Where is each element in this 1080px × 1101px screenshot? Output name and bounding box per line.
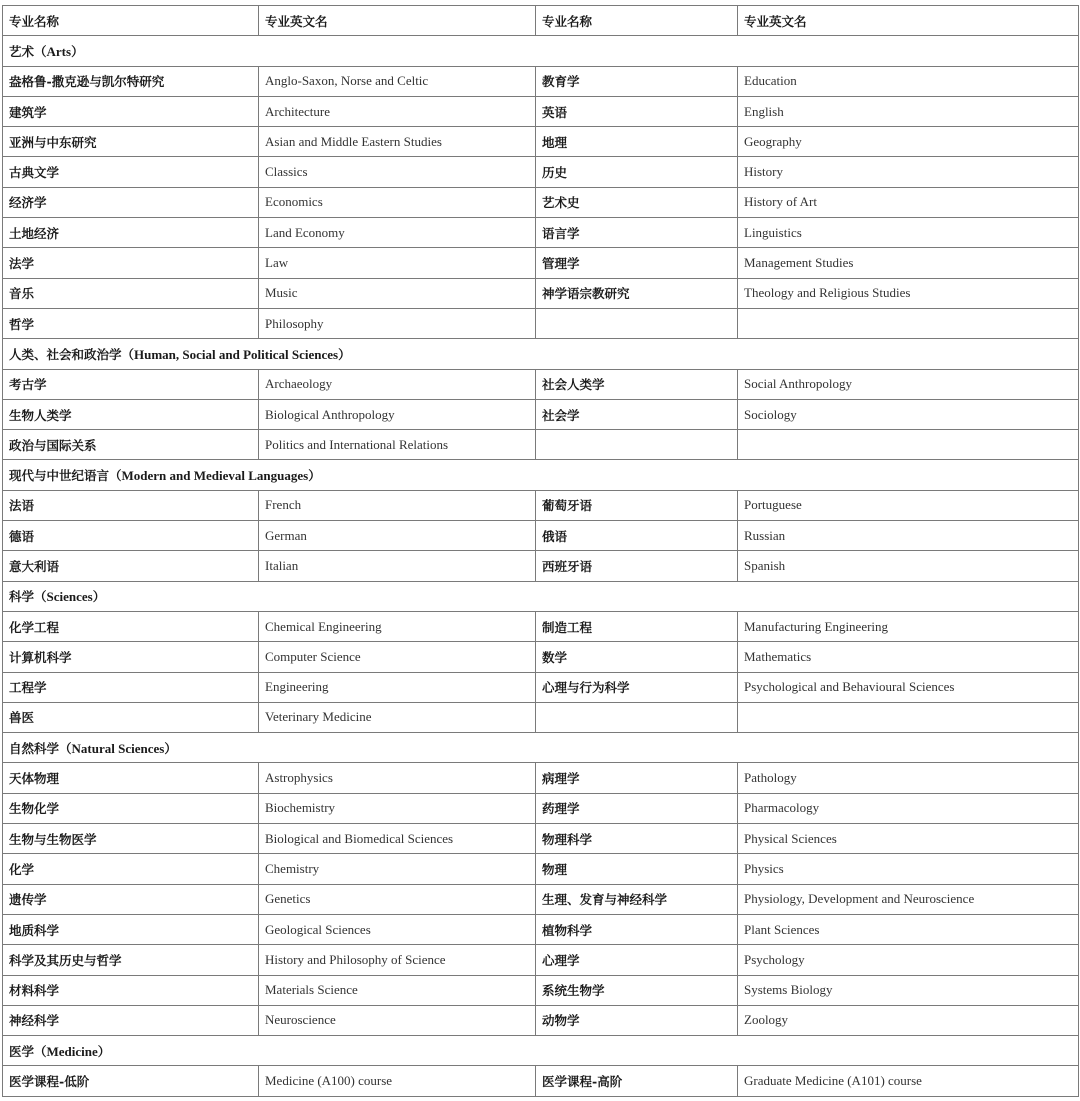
section-title-cn: 现代与中世纪语言（ bbox=[9, 468, 122, 484]
major-name-cn-cell: 心理学 bbox=[536, 945, 738, 975]
major-name-en-cell: Manufacturing Engineering bbox=[738, 611, 1079, 641]
major-name-en-cell: Archaeology bbox=[259, 369, 536, 399]
major-name-cn-cell bbox=[536, 308, 738, 338]
major-name-cn-cell: 教育学 bbox=[536, 66, 738, 96]
major-name-cn-cell: 法学 bbox=[3, 248, 259, 278]
major-name-cn-cell: 药理学 bbox=[536, 793, 738, 823]
major-name-en-cell: Politics and International Relations bbox=[259, 430, 536, 460]
major-name-cn-cell bbox=[536, 702, 738, 732]
table-row bbox=[3, 127, 1079, 157]
major-name-en-cell: Portuguese bbox=[738, 490, 1079, 520]
header-major-name-2: 专业名称 bbox=[536, 6, 738, 36]
major-name-en-cell: Chemistry bbox=[259, 854, 536, 884]
table-row bbox=[3, 369, 1079, 399]
section-header-row bbox=[3, 339, 1079, 369]
major-name-cn-cell: 英语 bbox=[536, 96, 738, 126]
major-name-cn-cell: 生物人类学 bbox=[3, 399, 259, 429]
table-row bbox=[3, 66, 1079, 96]
major-name-cn-cell: 管理学 bbox=[536, 248, 738, 278]
majors-table-body bbox=[3, 6, 1079, 1097]
major-name-en-cell: Land Economy bbox=[259, 218, 536, 248]
major-name-cn-cell: 古典文学 bbox=[3, 157, 259, 187]
section-title-close: ） bbox=[308, 468, 321, 484]
major-name-cn-cell: 医学课程-高阶 bbox=[536, 1066, 738, 1096]
major-name-en-cell: Italian bbox=[259, 551, 536, 581]
section-title-cn: 医学（ bbox=[9, 1043, 47, 1059]
major-name-en-cell: Geological Sciences bbox=[259, 914, 536, 944]
major-name-en-cell: History of Art bbox=[738, 187, 1079, 217]
major-name-en-cell: Engineering bbox=[259, 672, 536, 702]
major-name-en-cell: Music bbox=[259, 278, 536, 308]
table-row bbox=[3, 157, 1079, 187]
major-name-cn-cell: 葡萄牙语 bbox=[536, 490, 738, 520]
major-name-cn-cell: 地质科学 bbox=[3, 914, 259, 944]
major-name-en-cell: Physics bbox=[738, 854, 1079, 884]
table-row bbox=[3, 490, 1079, 520]
majors-table bbox=[2, 5, 1079, 1097]
major-name-en-cell: Systems Biology bbox=[738, 975, 1079, 1005]
major-name-en-cell: German bbox=[259, 521, 536, 551]
major-name-en-cell: Philosophy bbox=[259, 308, 536, 338]
major-name-en-cell: Law bbox=[259, 248, 536, 278]
major-name-en-cell: Materials Science bbox=[259, 975, 536, 1005]
table-row bbox=[3, 551, 1079, 581]
major-name-en-cell: Linguistics bbox=[738, 218, 1079, 248]
table-row bbox=[3, 914, 1079, 944]
major-name-cn-cell: 工程学 bbox=[3, 672, 259, 702]
major-name-cn-cell: 土地经济 bbox=[3, 218, 259, 248]
major-name-en-cell: Social Anthropology bbox=[738, 369, 1079, 399]
section-title bbox=[3, 460, 1079, 490]
table-row bbox=[3, 884, 1079, 914]
section-header-row bbox=[3, 460, 1079, 490]
major-name-en-cell: Veterinary Medicine bbox=[259, 702, 536, 732]
major-name-en-cell: Mathematics bbox=[738, 642, 1079, 672]
major-name-cn-cell: 物理科学 bbox=[536, 824, 738, 854]
major-name-cn-cell: 音乐 bbox=[3, 278, 259, 308]
major-name-cn-cell: 化学 bbox=[3, 854, 259, 884]
major-name-cn-cell: 政治与国际关系 bbox=[3, 430, 259, 460]
major-name-cn-cell: 建筑学 bbox=[3, 96, 259, 126]
header-english-name-2: 专业英文名 bbox=[738, 6, 1079, 36]
major-name-cn-cell: 亚洲与中东研究 bbox=[3, 127, 259, 157]
major-name-cn-cell: 生理、发育与神经科学 bbox=[536, 884, 738, 914]
major-name-cn-cell: 遗传学 bbox=[3, 884, 259, 914]
table-row bbox=[3, 642, 1079, 672]
major-name-en-cell: Pathology bbox=[738, 763, 1079, 793]
table-row bbox=[3, 672, 1079, 702]
major-name-cn-cell: 艺术史 bbox=[536, 187, 738, 217]
major-name-en-cell: Geography bbox=[738, 127, 1079, 157]
major-name-cn-cell: 兽医 bbox=[3, 702, 259, 732]
section-title-cn: 科学（ bbox=[9, 589, 47, 605]
major-name-cn-cell: 医学课程-低阶 bbox=[3, 1066, 259, 1096]
major-name-cn-cell: 经济学 bbox=[3, 187, 259, 217]
section-title-en: Human, Social and Political Sciences bbox=[134, 346, 339, 362]
major-name-en-cell: Chemical Engineering bbox=[259, 611, 536, 641]
major-name-cn-cell: 科学及其历史与哲学 bbox=[3, 945, 259, 975]
major-name-en-cell: Biochemistry bbox=[259, 793, 536, 823]
major-name-cn-cell: 神经科学 bbox=[3, 1005, 259, 1035]
major-name-en-cell: Anglo-Saxon, Norse and Celtic bbox=[259, 66, 536, 96]
major-name-en-cell: Neuroscience bbox=[259, 1005, 536, 1035]
major-name-cn-cell: 数学 bbox=[536, 642, 738, 672]
table-header-row bbox=[3, 6, 1079, 36]
section-header-row bbox=[3, 36, 1079, 66]
section-title bbox=[3, 1036, 1079, 1066]
major-name-en-cell: Architecture bbox=[259, 96, 536, 126]
table-row bbox=[3, 1066, 1079, 1096]
section-title-en: Natural Sciences bbox=[71, 740, 165, 756]
major-name-cn-cell: 语言学 bbox=[536, 218, 738, 248]
major-name-cn-cell: 化学工程 bbox=[3, 611, 259, 641]
section-title-close: ） bbox=[71, 43, 84, 59]
major-name-en-cell: Computer Science bbox=[259, 642, 536, 672]
section-header-row bbox=[3, 581, 1079, 611]
major-name-en-cell: Pharmacology bbox=[738, 793, 1079, 823]
major-name-en-cell: Sociology bbox=[738, 399, 1079, 429]
section-title-cn: 人类、社会和政治学（ bbox=[9, 346, 135, 362]
table-row bbox=[3, 308, 1079, 338]
major-name-en-cell: Classics bbox=[259, 157, 536, 187]
major-name-cn-cell: 动物学 bbox=[536, 1005, 738, 1035]
major-name-en-cell: Biological Anthropology bbox=[259, 399, 536, 429]
table-row bbox=[3, 702, 1079, 732]
section-title-close: ） bbox=[97, 1043, 111, 1059]
major-name-cn-cell: 物理 bbox=[536, 854, 738, 884]
major-name-en-cell: Asian and Middle Eastern Studies bbox=[259, 127, 536, 157]
major-name-en-cell: Biological and Biomedical Sciences bbox=[259, 824, 536, 854]
major-name-cn-cell: 法语 bbox=[3, 490, 259, 520]
section-title-close: ） bbox=[338, 346, 351, 362]
section-title-en: Modern and Medieval Languages bbox=[121, 468, 309, 484]
major-name-cn-cell: 植物科学 bbox=[536, 914, 738, 944]
major-name-cn-cell: 历史 bbox=[536, 157, 738, 187]
major-name-cn-cell: 西班牙语 bbox=[536, 551, 738, 581]
section-title-close: ） bbox=[92, 589, 106, 605]
table-row bbox=[3, 248, 1079, 278]
section-title-en: Medicine bbox=[46, 1043, 98, 1059]
major-name-cn-cell: 生物化学 bbox=[3, 793, 259, 823]
major-name-en-cell bbox=[738, 430, 1079, 460]
major-name-cn-cell: 病理学 bbox=[536, 763, 738, 793]
table-row bbox=[3, 521, 1079, 551]
major-name-cn-cell: 计算机科学 bbox=[3, 642, 259, 672]
table-row bbox=[3, 430, 1079, 460]
section-header-row bbox=[3, 733, 1079, 763]
major-name-cn-cell: 天体物理 bbox=[3, 763, 259, 793]
section-title-en: Arts bbox=[46, 43, 72, 59]
major-name-cn-cell: 材料科学 bbox=[3, 975, 259, 1005]
major-name-en-cell: Zoology bbox=[738, 1005, 1079, 1035]
major-name-cn-cell: 盎格鲁-撒克逊与凯尔特研究 bbox=[3, 66, 259, 96]
major-name-cn-cell: 社会人类学 bbox=[536, 369, 738, 399]
major-name-en-cell bbox=[738, 702, 1079, 732]
table-row bbox=[3, 218, 1079, 248]
table-row bbox=[3, 1005, 1079, 1035]
major-name-en-cell: French bbox=[259, 490, 536, 520]
major-name-en-cell: Psychology bbox=[738, 945, 1079, 975]
major-name-cn-cell bbox=[536, 430, 738, 460]
table-row bbox=[3, 854, 1079, 884]
table-row bbox=[3, 611, 1079, 641]
major-name-en-cell: Spanish bbox=[738, 551, 1079, 581]
major-name-cn-cell: 德语 bbox=[3, 521, 259, 551]
major-name-cn-cell: 制造工程 bbox=[536, 611, 738, 641]
major-name-en-cell: Medicine (A100) course bbox=[259, 1066, 536, 1096]
section-title-close: ） bbox=[164, 740, 177, 756]
major-name-cn-cell: 考古学 bbox=[3, 369, 259, 399]
header-english-name-1: 专业英文名 bbox=[259, 6, 536, 36]
table-row bbox=[3, 824, 1079, 854]
major-name-en-cell: Physiology, Development and Neuroscience bbox=[738, 884, 1079, 914]
major-name-en-cell: Psychological and Behavioural Sciences bbox=[738, 672, 1079, 702]
major-name-cn-cell: 神学语宗教研究 bbox=[536, 278, 738, 308]
major-name-cn-cell: 社会学 bbox=[536, 399, 738, 429]
table-row bbox=[3, 278, 1079, 308]
section-title bbox=[3, 733, 1079, 763]
major-name-cn-cell: 地理 bbox=[536, 127, 738, 157]
table-row bbox=[3, 763, 1079, 793]
major-name-cn-cell: 俄语 bbox=[536, 521, 738, 551]
major-name-cn-cell: 系统生物学 bbox=[536, 975, 738, 1005]
major-name-en-cell: Plant Sciences bbox=[738, 914, 1079, 944]
section-title bbox=[3, 339, 1079, 369]
major-name-en-cell: Astrophysics bbox=[259, 763, 536, 793]
major-name-cn-cell: 意大利语 bbox=[3, 551, 259, 581]
table-row bbox=[3, 96, 1079, 126]
table-row bbox=[3, 399, 1079, 429]
section-title-cn: 艺术（ bbox=[9, 43, 47, 59]
major-name-cn-cell: 哲学 bbox=[3, 308, 259, 338]
section-header-row bbox=[3, 1036, 1079, 1066]
table-row bbox=[3, 793, 1079, 823]
section-title-en: Sciences bbox=[46, 589, 93, 605]
major-name-en-cell: Physical Sciences bbox=[738, 824, 1079, 854]
header-major-name-1: 专业名称 bbox=[3, 6, 259, 36]
major-name-en-cell: Russian bbox=[738, 521, 1079, 551]
major-name-en-cell: Management Studies bbox=[738, 248, 1079, 278]
major-name-en-cell: History and Philosophy of Science bbox=[259, 945, 536, 975]
major-name-en-cell: Theology and Religious Studies bbox=[738, 278, 1079, 308]
major-name-cn-cell: 生物与生物医学 bbox=[3, 824, 259, 854]
major-name-en-cell: English bbox=[738, 96, 1079, 126]
table-row bbox=[3, 945, 1079, 975]
major-name-en-cell: Economics bbox=[259, 187, 536, 217]
section-title bbox=[3, 581, 1079, 611]
major-name-cn-cell: 心理与行为科学 bbox=[536, 672, 738, 702]
majors-table-container bbox=[2, 5, 1079, 1097]
section-title-cn: 自然科学（ bbox=[9, 740, 72, 756]
table-row bbox=[3, 975, 1079, 1005]
table-row bbox=[3, 187, 1079, 217]
major-name-en-cell: Education bbox=[738, 66, 1079, 96]
major-name-en-cell bbox=[738, 308, 1079, 338]
section-title bbox=[3, 36, 1079, 66]
major-name-en-cell: Graduate Medicine (A101) course bbox=[738, 1066, 1079, 1096]
major-name-en-cell: History bbox=[738, 157, 1079, 187]
major-name-en-cell: Genetics bbox=[259, 884, 536, 914]
